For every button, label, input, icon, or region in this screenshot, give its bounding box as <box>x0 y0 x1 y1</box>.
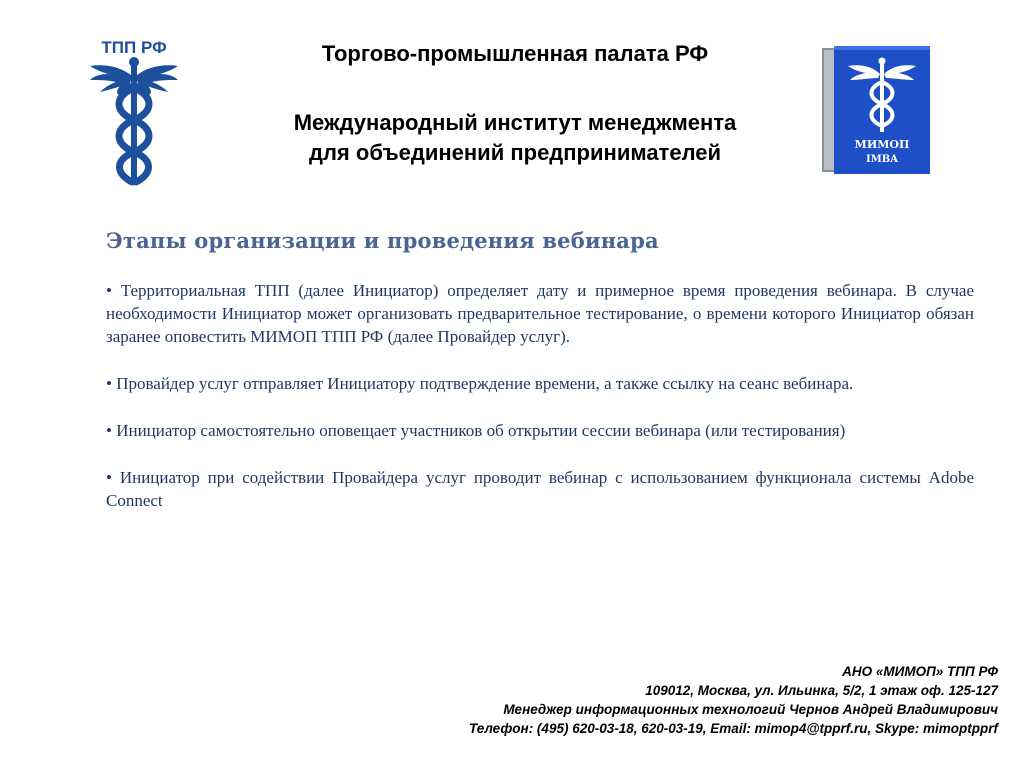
institute-title-line2: для объединений предпринимателей <box>308 140 722 165</box>
book-icon <box>820 44 932 174</box>
mimop-logo-text: МИМОП <box>854 138 910 151</box>
imba-logo-text: IMBA <box>866 154 898 165</box>
institute-title-line1: Международный институт менеджмента <box>293 110 737 135</box>
bullet-item: • Провайдер услуг отправляет Инициатору подтверждение времени, а также ссылку на сеанс вебинара. <box>106 374 854 393</box>
tpp-rf-logo <box>86 36 182 188</box>
organization-title: Торгово-промышленная палата РФ <box>321 41 709 66</box>
caduceus-icon <box>86 36 182 188</box>
bullet-item: • Территориальная ТПП (далее Инициатор) определяет дату и примерное время проведения вебинара. В случае необходимости Инициатор может организовать предварительное тестирование, о времени которого Инициатор обязан заранее оповестить МИМОП ТПП РФ (далее Провайдер услуг). <box>106 281 974 346</box>
bullet-item: • Инициатор при содействии Провайдера услуг проводит вебинар с использованием функционала системы Adobe Connect <box>106 468 974 510</box>
contact-footer <box>298 662 998 738</box>
section-title: Этапы организации и проведения вебинара <box>106 228 659 253</box>
tpp-rf-logo-text: ТПП РФ <box>101 38 167 57</box>
mimop-book-logo <box>820 44 932 174</box>
header <box>200 40 830 168</box>
main-content <box>106 228 974 536</box>
bullet-item: • Инициатор самостоятельно оповещает участников об открытии сессии вебинара (или тестирования) <box>106 421 846 440</box>
footer-address: 109012, Москва, ул. Ильинка, 5/2, 1 этаж оф. 125-127 <box>645 683 998 698</box>
footer-contacts: Телефон: (495) 620-03-18, 620-03-19, Email: mimop4@tpprf.ru, Skype: mimoptpprf <box>469 721 998 736</box>
footer-org-name: АНО «МИМОП» ТПП РФ <box>842 664 998 679</box>
footer-manager: Менеджер информационных технологий Чернов Андрей Владимирович <box>503 702 998 717</box>
